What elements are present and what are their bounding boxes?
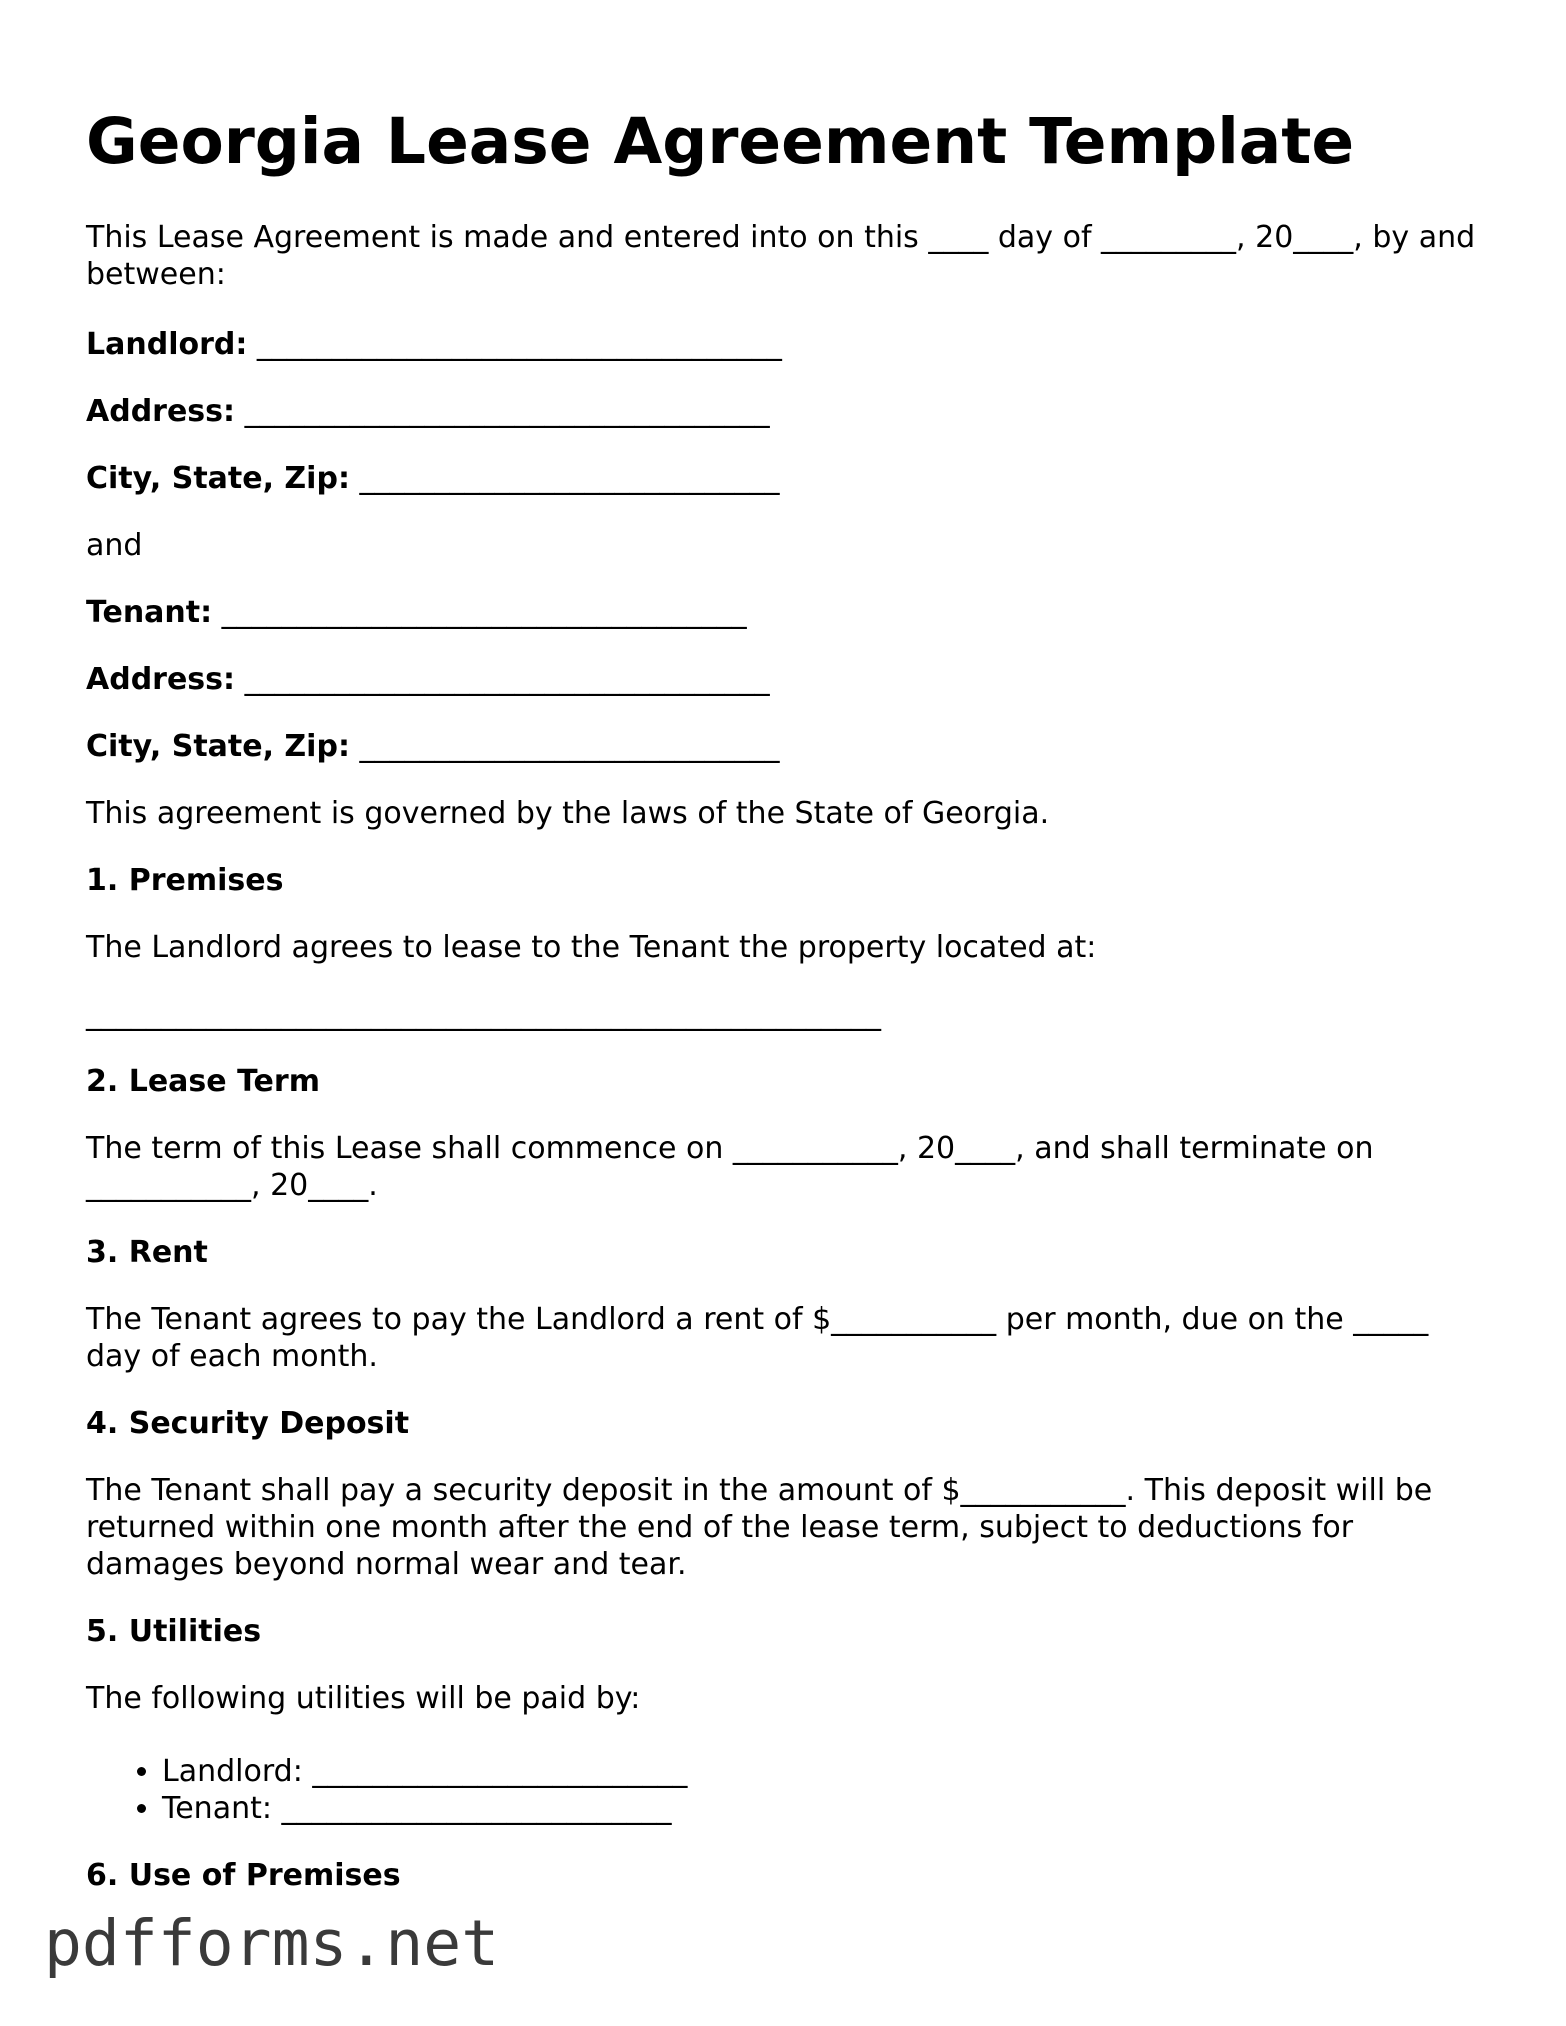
tenant-line: [86, 594, 747, 631]
tenant-label: Tenant:: [86, 595, 213, 630]
tenant-address-label: Address:: [86, 662, 236, 697]
section-security-deposit-text: The Tenant shall pay a security deposit in the amount of $___________. This deposit will be returned within one month after the end of the lease term, subject to deductions for damages beyond normal wear and tear.: [86, 1473, 1433, 1582]
section-utilities-heading: 5. Utilities: [86, 1614, 262, 1649]
landlord-label: Landlord:: [86, 327, 248, 362]
landlord-address-blank: ___________________________________: [235, 394, 770, 429]
tenant-address-blank: ___________________________________: [235, 662, 770, 697]
tenant-blank: ___________________________________: [212, 595, 747, 630]
landlord-address-line: [86, 393, 770, 430]
utilities-item-landlord: • Landlord: _________________________: [162, 1753, 687, 1790]
landlord-address-label: Address:: [86, 394, 236, 429]
watermark: pdfforms.net: [44, 1907, 500, 1980]
tenant-city-line: [86, 728, 779, 765]
tenant-city-label: City, State, Zip:: [86, 729, 350, 764]
utilities-item-tenant: • Tenant: __________________________: [162, 1790, 687, 1827]
section-premises-text: The Landlord agrees to lease to the Tenant the property located at:: [86, 930, 1097, 965]
document-title: Georgia Lease Agreement Template: [86, 105, 1355, 178]
section-premises-heading: 1. Premises: [86, 863, 284, 898]
section-utilities-text: The following utilities will be paid by:: [86, 1681, 641, 1716]
section-rent-heading: 3. Rent: [86, 1235, 208, 1270]
section-use-of-premises-heading: 6. Use of Premises: [86, 1858, 401, 1893]
utilities-list: [86, 1753, 687, 1827]
landlord-city-label: City, State, Zip:: [86, 461, 350, 496]
section-rent-text: The Tenant agrees to pay the Landlord a rent of $___________ per month, due on the _____ day of each month.: [86, 1302, 1429, 1374]
section-premises-blank: _____________________________________________________: [86, 997, 881, 1032]
section-lease-term-text: The term of this Lease shall commence on ___________, 20____, and shall terminate on ___________, 20____.: [86, 1131, 1374, 1203]
section-lease-term-heading: 2. Lease Term: [86, 1064, 320, 1099]
tenant-address-line: [86, 661, 770, 698]
governing-law: This agreement is governed by the laws of the State of Georgia.: [86, 796, 1050, 831]
landlord-line: [86, 326, 782, 363]
section-security-deposit-heading: 4. Security Deposit: [86, 1406, 410, 1441]
intro-paragraph: This Lease Agreement is made and entered into on this ____ day of _________, 20____, by and between:: [86, 220, 1476, 292]
and-text: and: [86, 528, 143, 563]
landlord-blank: ___________________________________: [247, 327, 782, 362]
landlord-city-line: [86, 460, 779, 497]
tenant-city-blank: ____________________________: [349, 729, 780, 764]
landlord-city-blank: ____________________________: [349, 461, 780, 496]
